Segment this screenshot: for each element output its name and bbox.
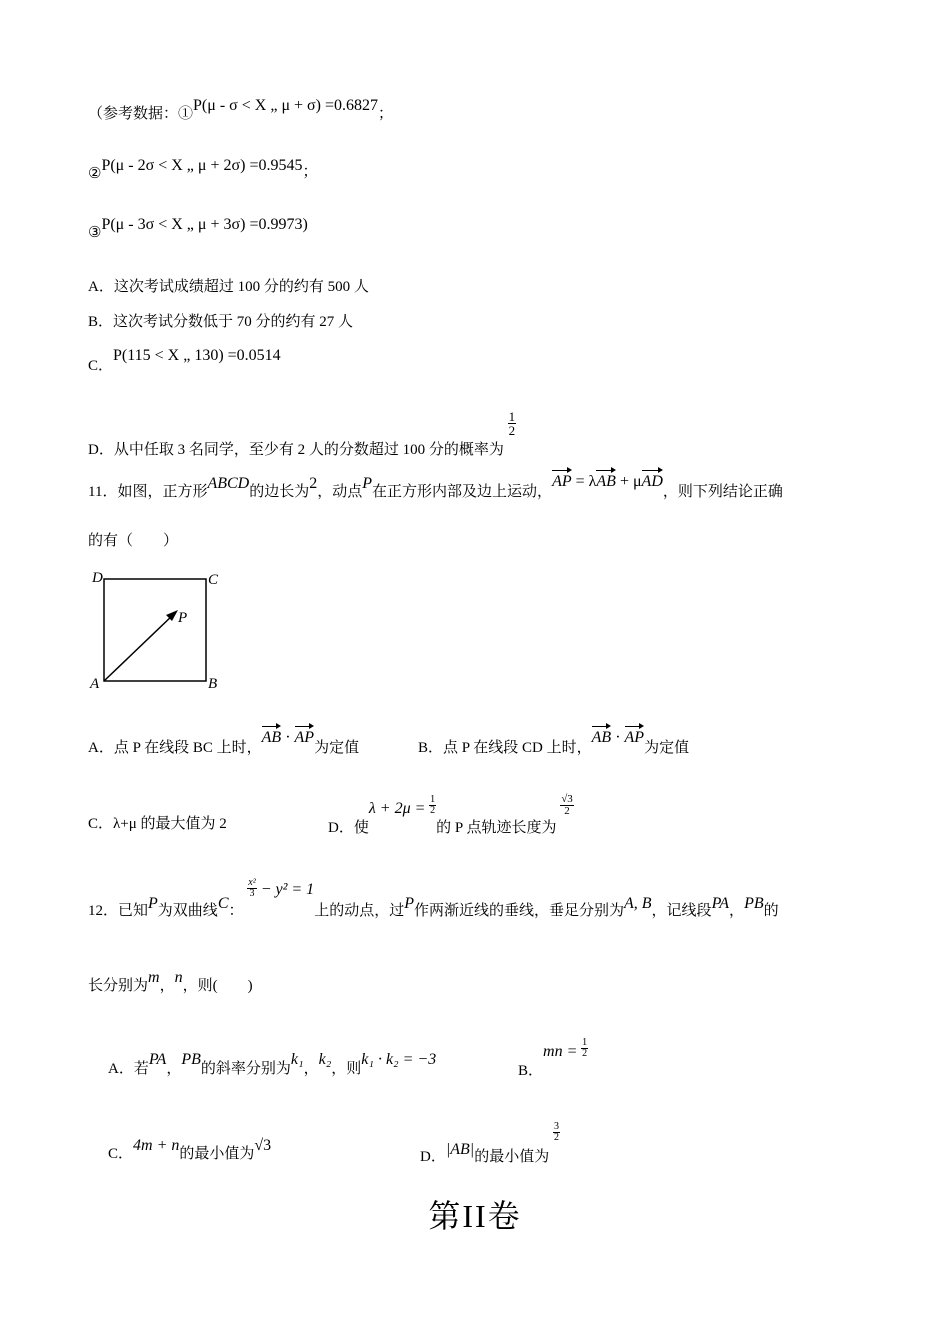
label-d: D [92,570,103,586]
ref-formula-2: P(μ - 2σ < X „ μ + 2σ) =0.9545 [101,157,303,174]
q12-option-b: B．mn = $\frac{1}{2}$ [518,1037,588,1079]
q10-option-c-label: C． [88,358,114,374]
ref-line-3 [88,216,308,241]
label-c: C [208,572,219,588]
q11-stem-line-2: 的有（ ） [88,533,179,549]
q12-stem-line-1: 12．已知P为双曲线C： $\frac{\text{x²}}{3}$ − y² = 1上的动点，过P作两渐近线的垂线，垂足分别为A, B，记线段PA，PB的 [88,877,779,919]
q11-option-a: A．点 P 在线段 BC 上时，AB · AP为定值 [88,724,359,746]
q10-option-d-text: D．从中任取 3 名同学，至少有 2 人的分数超过 100 分的概率为 [88,441,504,458]
vector-ad: AD [642,468,663,490]
ref-line-1 [88,97,394,122]
vector-ab: AB [596,468,616,490]
q11-option-d: D．使λ + 2μ = $\frac{1}{2}$ 的 P 点轨迹长度为 $\frac{√3}{2}$ [328,793,573,836]
vector-arrow-line [104,614,174,681]
vector-ap: AP [552,468,572,490]
label-b: B [208,676,218,692]
ref-line-2 [88,157,318,182]
q12-stem-line-2: 长分别为m，n，则( ) [88,969,253,994]
q10-option-d [88,409,516,458]
label-p: P [178,610,188,626]
q10-option-c [88,347,281,374]
ref-sep-2: ； [302,164,318,180]
ref-circle-3: ③ [88,225,102,241]
ref-formula-3: P(μ - 3σ < X „ μ + 3σ) =0.9973) [101,216,308,233]
label-a: A [90,676,100,692]
ref-circle-2: ② [88,166,102,182]
q10-option-b: B．这次考试分数低于 70 分的约有 27 人 [88,314,354,330]
ref-intro: （参考数据：① [88,106,194,122]
q10-option-a: A．这次考试成绩超过 100 分的约有 500 人 [88,279,369,295]
hyperbola-equation-rest: − y² = 1 [256,880,315,898]
q11-square-name: ABCD [207,475,250,492]
q12-option-d: D．|AB|的最小值为 $\frac{3}{2}$ [420,1121,559,1165]
q12-option-c: C．4m + n的最小值为√3 [108,1137,272,1162]
q10-option-c-formula: P(115 < X „ 130) =0.0514 [113,347,281,364]
ref-sep-1: ； [378,106,394,122]
q11-option-b: B．点 P 在线段 CD 上时，AB · AP为定值 [418,724,689,746]
q11-stem-line-1: 11．如图，正方形ABCD的边长为2，动点P在正方形内部及边上运动，AP = λAB + μAD，则下列结论正确 [88,470,783,492]
q12-option-a: A．若PA，PB的斜率分别为k₁，k₂，则k₁ · k₂ = −3 [108,1051,437,1077]
square-figure [86,566,226,694]
q11-option-c: C．λ+μ 的最大值为 2 [88,816,227,832]
hyperbola-fraction: $\frac{\text{x²}}{3}$ [248,877,256,899]
ref-formula-1: P(μ - σ < X „ μ + σ) =0.6827 [193,97,379,114]
section-title: 第II卷 [428,1198,522,1234]
q10-option-d-fraction: $\frac{1}{2}$ [508,409,516,438]
